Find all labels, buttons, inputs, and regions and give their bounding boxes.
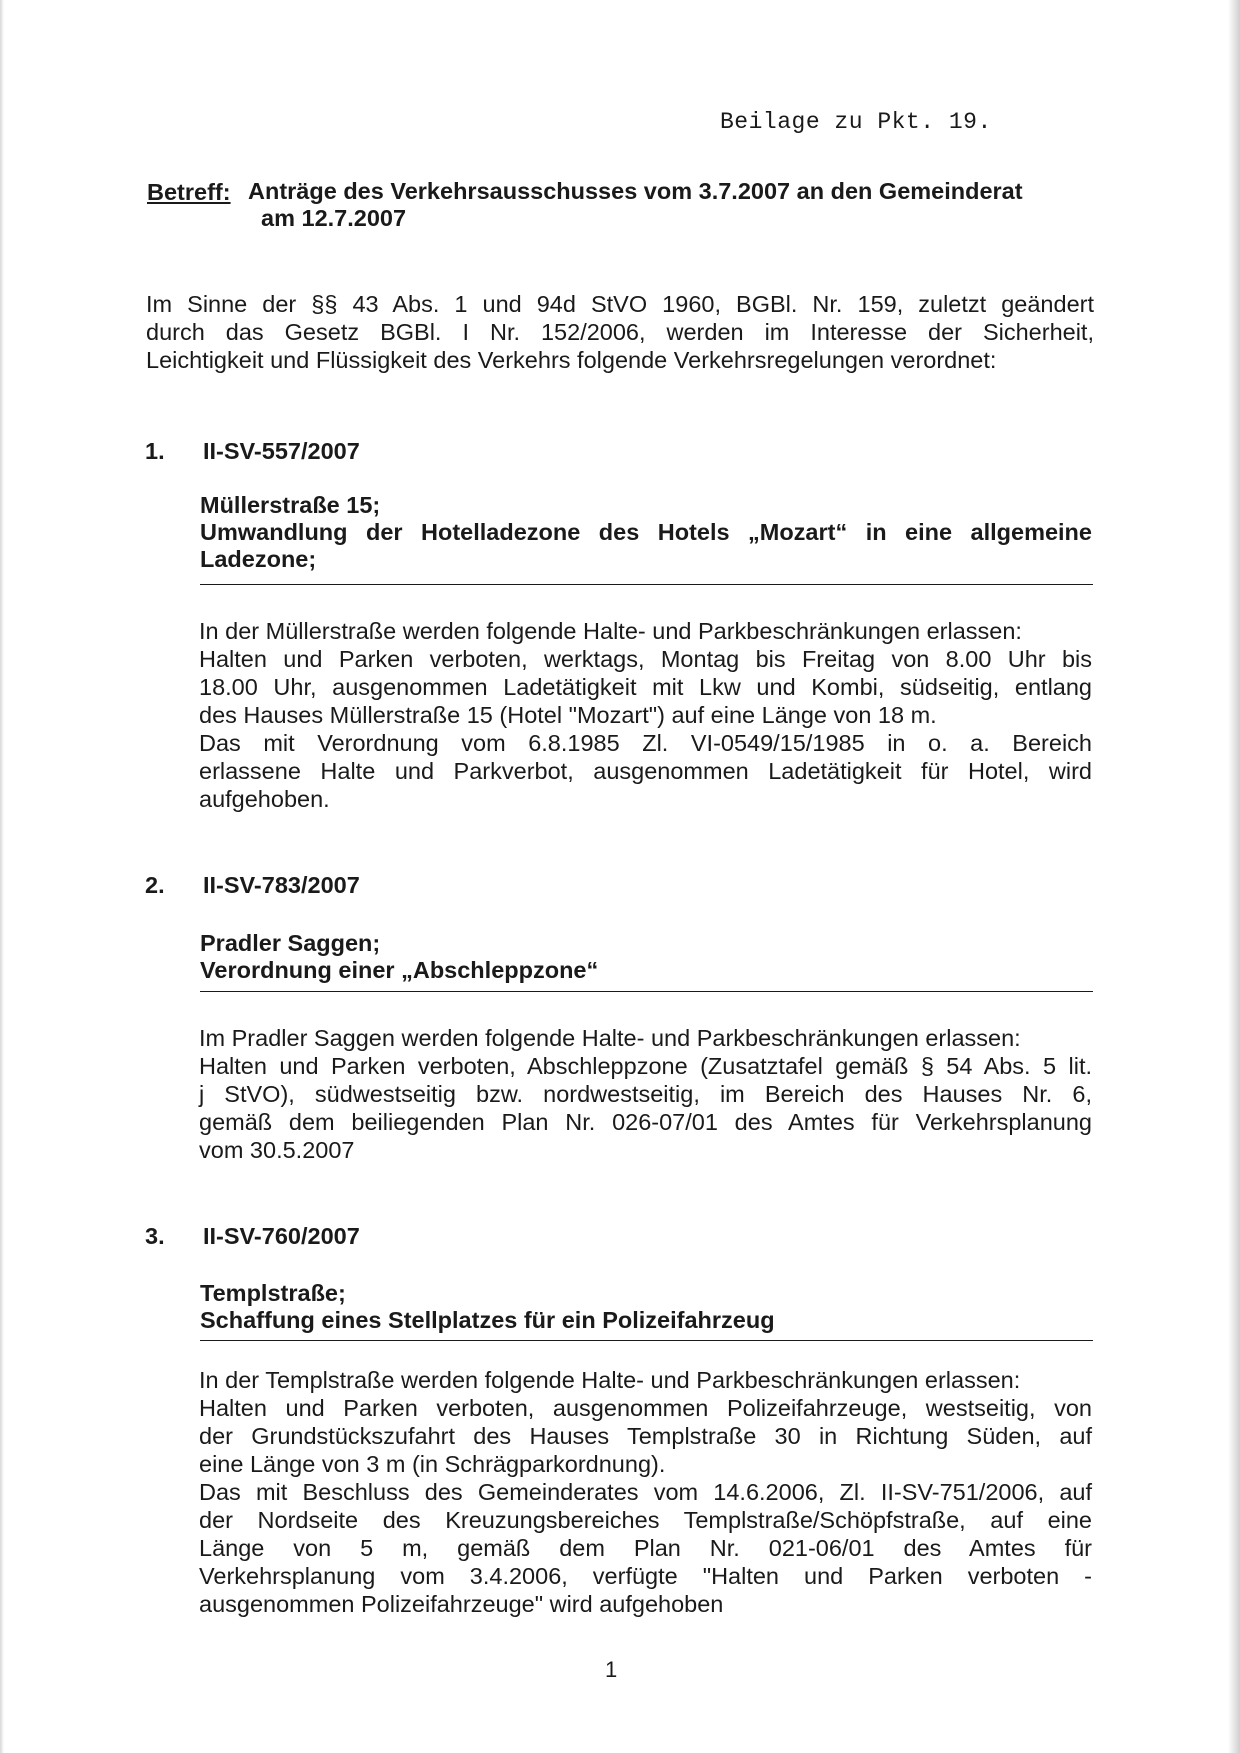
item-number: 3.	[145, 1223, 165, 1249]
item-heading	[200, 492, 1092, 573]
text-line: eine Länge von 3 m (in Schrägparkordnung).	[199, 1451, 666, 1477]
text-line: Halten und Parken verboten, werktags, Montag bis Freitag von 8.00 Uhr bis	[199, 646, 1092, 672]
heading-line: Schaffung eines Stellplatzes für ein Polizeifahrzeug	[200, 1307, 775, 1333]
heading-line: Müllerstraße 15;	[200, 492, 381, 518]
text-line: In der Müllerstraße werden folgende Halte- und Parkbeschränkungen erlassen:	[199, 618, 1022, 644]
heading-line: Ladezone;	[200, 546, 317, 572]
betreff-label: Betreff:	[147, 179, 231, 205]
text-line: Im Pradler Saggen werden folgende Halte- und Parkbeschränkungen erlassen:	[199, 1025, 1021, 1051]
heading-line: Verordnung einer „Abschleppzone“	[200, 957, 599, 983]
betreff-line: am 12.7.2007	[261, 205, 407, 231]
item-body	[199, 617, 1092, 813]
text-line: der Nordseite des Kreuzungsbereiches Templstraße/Schöpfstraße, auf eine	[199, 1507, 1092, 1533]
heading-rule	[200, 991, 1093, 992]
intro-paragraph	[146, 290, 1094, 374]
betreff-subject	[248, 178, 1098, 232]
text-line: Verkehrsplanung vom 3.4.2006, verfügte "Halten und Parken verboten -	[199, 1563, 1092, 1589]
item-reference: II-SV-760/2007	[203, 1223, 360, 1249]
scan-edge-left	[0, 0, 4, 1753]
heading-line: Pradler Saggen;	[200, 930, 381, 956]
item-number: 1.	[145, 438, 165, 464]
item-body	[199, 1024, 1092, 1164]
text-line: gemäß dem beiliegenden Plan Nr. 026-07/01 des Amtes für Verkehrsplanung	[199, 1109, 1092, 1135]
text-line: 18.00 Uhr, ausgenommen Ladetätigkeit mit Lkw und Kombi, südseitig, entlang	[199, 674, 1092, 700]
heading-rule	[200, 584, 1093, 585]
beilage-note: Beilage zu Pkt. 19.	[720, 109, 992, 135]
betreff-line: Anträge des Verkehrsausschusses vom 3.7.2007 an den Gemeinderat	[248, 178, 1023, 204]
page-number: 1	[605, 1657, 618, 1682]
text-line: Halten und Parken verboten, ausgenommen Polizeifahrzeuge, westseitig, von	[199, 1395, 1092, 1421]
heading-line: Templstraße;	[200, 1280, 346, 1306]
text-line: aufgehoben.	[199, 786, 330, 812]
item-heading	[200, 1280, 1092, 1334]
text-line: Das mit Verordnung vom 6.8.1985 Zl. VI-0549/15/1985 in o. a. Bereich	[199, 730, 1092, 756]
text-line: Länge von 5 m, gemäß dem Plan Nr. 021-06/01 des Amtes für	[199, 1535, 1092, 1561]
item-heading	[200, 930, 1092, 984]
text-line: ausgenommen Polizeifahrzeuge" wird aufgehoben	[199, 1591, 724, 1617]
text-line: durch das Gesetz BGBl. I Nr. 152/2006, werden im Interesse der Sicherheit,	[146, 319, 1094, 345]
heading-rule	[200, 1340, 1093, 1341]
text-line: Im Sinne der §§ 43 Abs. 1 und 94d StVO 1960, BGBl. Nr. 159, zuletzt geändert	[146, 291, 1094, 317]
heading-line: Umwandlung der Hotelladezone des Hotels „Mozart“ in eine allgemeine	[200, 519, 1092, 545]
item-body	[199, 1366, 1092, 1618]
text-line: vom 30.5.2007	[199, 1137, 355, 1163]
scan-edge-right	[1228, 0, 1240, 1753]
text-line: Leichtigkeit und Flüssigkeit des Verkehrs folgende Verkehrsregelungen verordnet:	[146, 347, 997, 373]
text-line: der Grundstückszufahrt des Hauses Templstraße 30 in Richtung Süden, auf	[199, 1423, 1092, 1449]
item-reference: II-SV-557/2007	[203, 438, 360, 464]
item-reference: II-SV-783/2007	[203, 872, 360, 898]
text-line: des Hauses Müllerstraße 15 (Hotel "Mozart") auf eine Länge von 18 m.	[199, 702, 937, 728]
text-line: In der Templstraße werden folgende Halte- und Parkbeschränkungen erlassen:	[199, 1367, 1021, 1393]
text-line: Halten und Parken verboten, Abschleppzone (Zusatztafel gemäß § 54 Abs. 5 lit.	[199, 1053, 1092, 1079]
text-line: erlassene Halte und Parkverbot, ausgenommen Ladetätigkeit für Hotel, wird	[199, 758, 1092, 784]
item-number: 2.	[145, 872, 165, 898]
text-line: Das mit Beschluss des Gemeinderates vom 14.6.2006, Zl. II-SV-751/2006, auf	[199, 1479, 1092, 1505]
text-line: j StVO), südwestseitig bzw. nordwestseitig, im Bereich des Hauses Nr. 6,	[199, 1081, 1092, 1107]
